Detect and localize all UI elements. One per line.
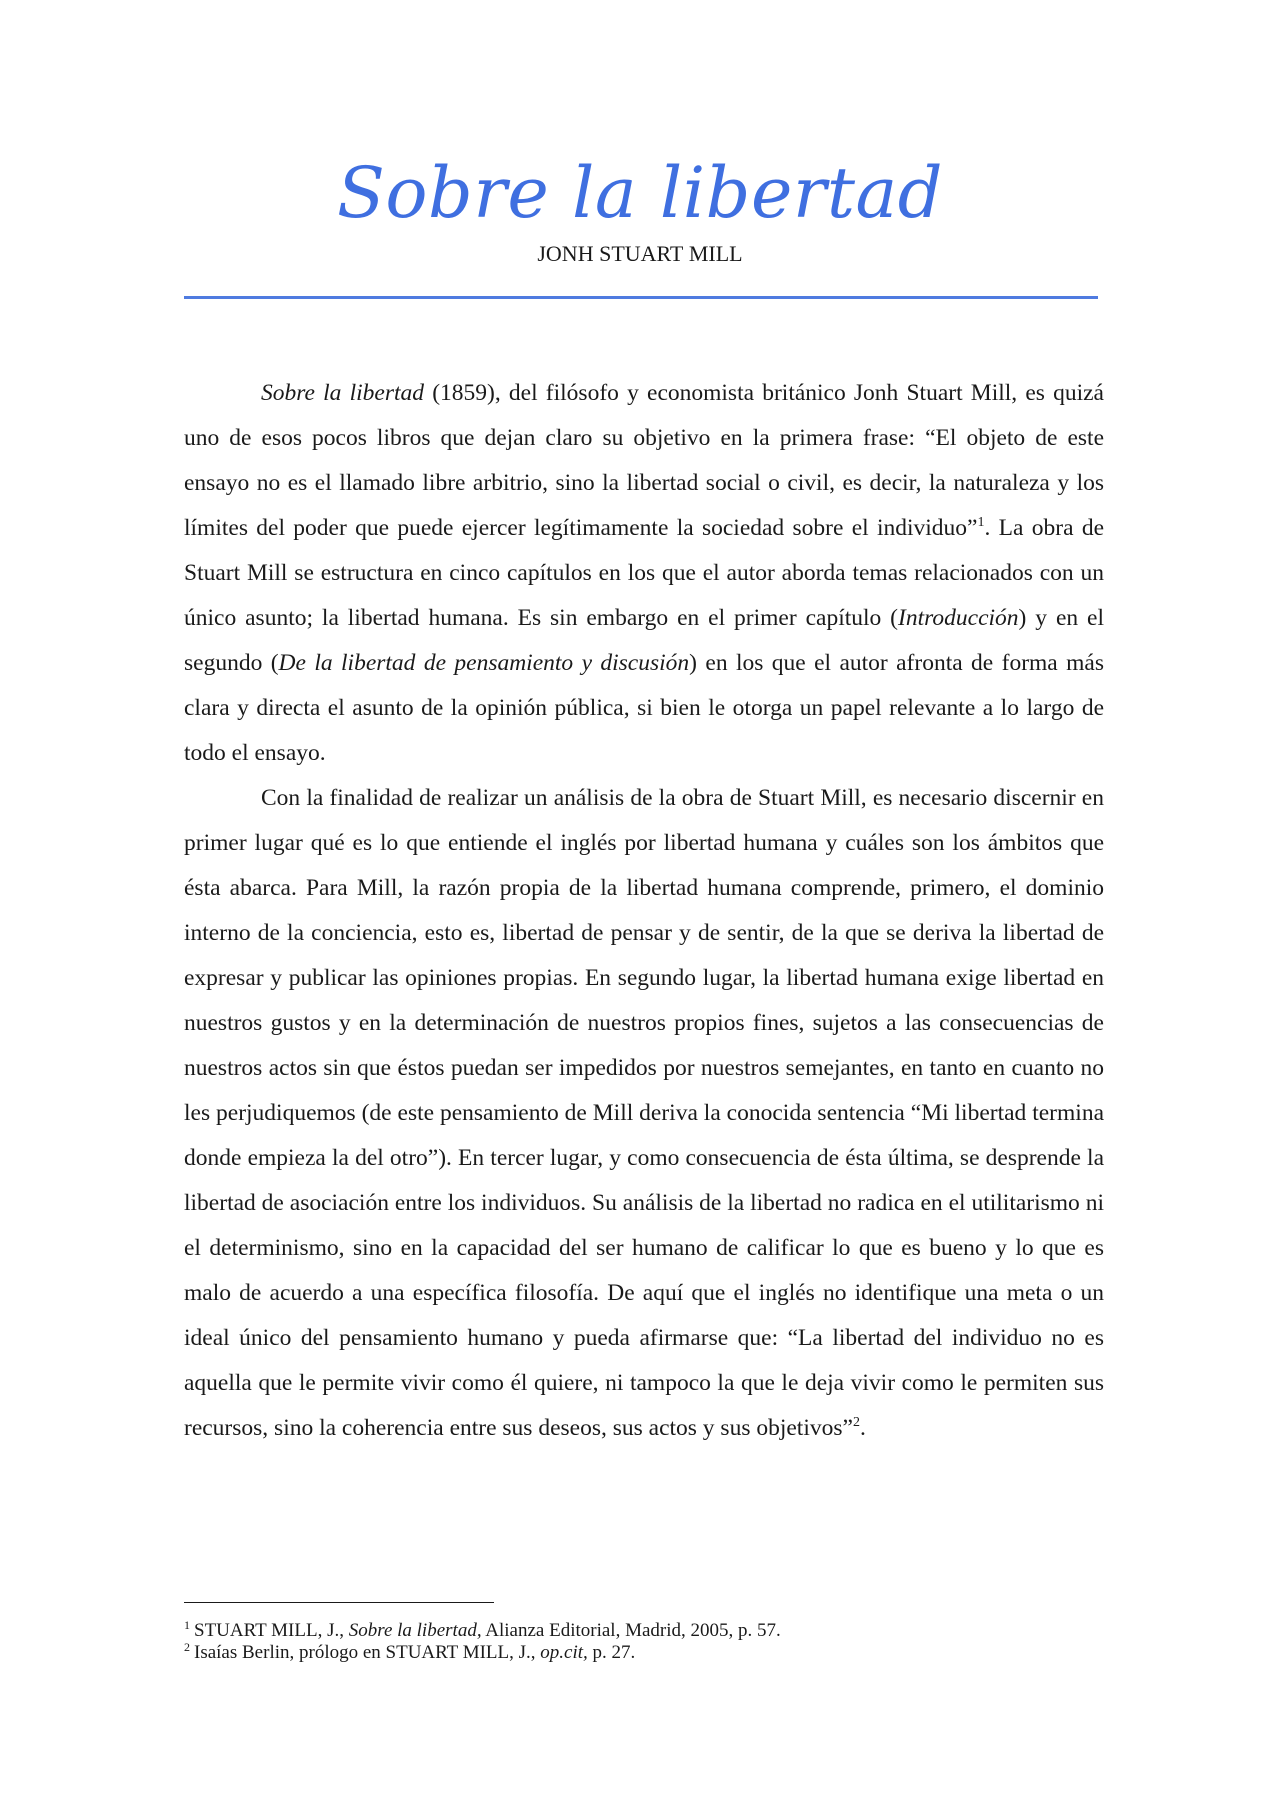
document-title: Sobre la libertad [336,152,944,234]
author-name-first: ONH [545,241,594,266]
footnote-1-number: 1 [184,1617,190,1632]
footnote-2-text-a: Isaías Berlin, prólogo en STUART MILL, J., [194,1642,541,1663]
book-title-italic: Sobre la libertad [261,380,425,406]
footnote-1 [184,1617,1104,1642]
footnotes [184,1617,1104,1664]
paragraph-1-text-c: ) y en el segundo ( [184,605,1104,676]
author-initial-m: M [688,241,709,266]
footnote-2-number: 2 [184,1639,190,1654]
author-name-last: ILL [708,241,743,266]
footnote-2 [184,1639,1104,1664]
paragraph-1-text-a: (1859), del filósofo y economista británico Jonh Stuart Mill, es quizá uno de esos pocos libros que dejan claro su objetivo en la primera frase: “El objeto de este ensayo no es el llamado libre arbitrio, sino la libertad social o civil, es decir, la naturaleza y los límites del poder que puede ejercer legítimamente la sociedad sobre el individuo” [184,380,1104,541]
author-name-middle: TUART [611,241,684,266]
paragraph-2-text-a: Con la finalidad de realizar un análisis de la obra de Stuart Mill, es necesario discernir en primer lugar qué es lo que entiende el inglés por libertad humana y cuáles son los ámbitos que ésta abarca. Para Mill, la razón propia de la libertad humana comprende, primero, el dominio interno de la conciencia, esto es, libertad de pensar y de sentir, de la que se deriva la libertad de expresar y publicar las opiniones propias. En segundo lugar, la libertad humana exige libertad en nuestros gustos y en la determinación de nuestros propios fines, sujetos a las consecuencias de nuestros actos sin que éstos puedan ser impedidos por nuestros semejantes, en tanto en cuanto no les perjudiquemos (de este pensamiento de Mill deriva la conocida sentencia “Mi libertad termina donde empieza la del otro”). En tercer lugar, y como consecuencia de ésta última, se desprende la libertad de asociación entre los individuos. Su análisis de la libertad no radica en el utilitarismo ni el determinismo, sino en la capacidad del ser humano de calificar lo que es bueno y lo que es malo de acuerdo a una específica filosofía. De aquí que el inglés no identifique una meta o un ideal único del pensamiento humano y pueda afirmarse que: “La libertad del individuo no es aquella que le permite vivir como él quiere, ni tampoco la que le deja vivir como le permiten sus recursos, sino la coherencia entre sus deseos, sus actos y sus objetivos” [184,785,1104,1441]
footnote-ref-2[interactable]: 2 [852,1415,860,1431]
footnote-ref-1[interactable]: 1 [977,515,985,531]
document-body [184,371,1104,1451]
paragraph-2-text-b: . [859,1415,866,1441]
paragraph-2 [184,776,1104,1451]
footnote-1-title: Sobre la libertad, [348,1620,482,1641]
chapter-2-title: De la libertad de pensamiento y discusión [278,650,690,676]
footnote-2-text-b: p. 27. [587,1642,636,1663]
document-author [0,240,1280,268]
footnote-divider [184,1602,494,1603]
footnote-1-text-a: STUART MILL, J., [194,1620,349,1641]
footnote-1-text-b: Alianza Editorial, Madrid, 2005, p. 57. [481,1620,781,1641]
chapter-1-title: Introducción [898,605,1019,631]
paragraph-1-text-b: . La obra de Stuart Mill se estructura en cinco capítulos en los que el autor aborda temas relacionados con un único asunto; la libertad humana. Es sin embargo en el primer capítulo ( [184,515,1104,631]
title-divider [184,296,1098,299]
author-initial-s: S [599,241,612,266]
paragraph-1 [184,371,1104,776]
paragraph-1-text-d: ) en los que el autor afronta de forma más clara y directa el asunto de la opinión pública, si bien le otorga un papel relevante a lo largo de todo el ensayo. [184,650,1104,766]
footnote-2-ref: op.cit, [540,1642,588,1663]
author-initial-j: J [537,241,546,266]
